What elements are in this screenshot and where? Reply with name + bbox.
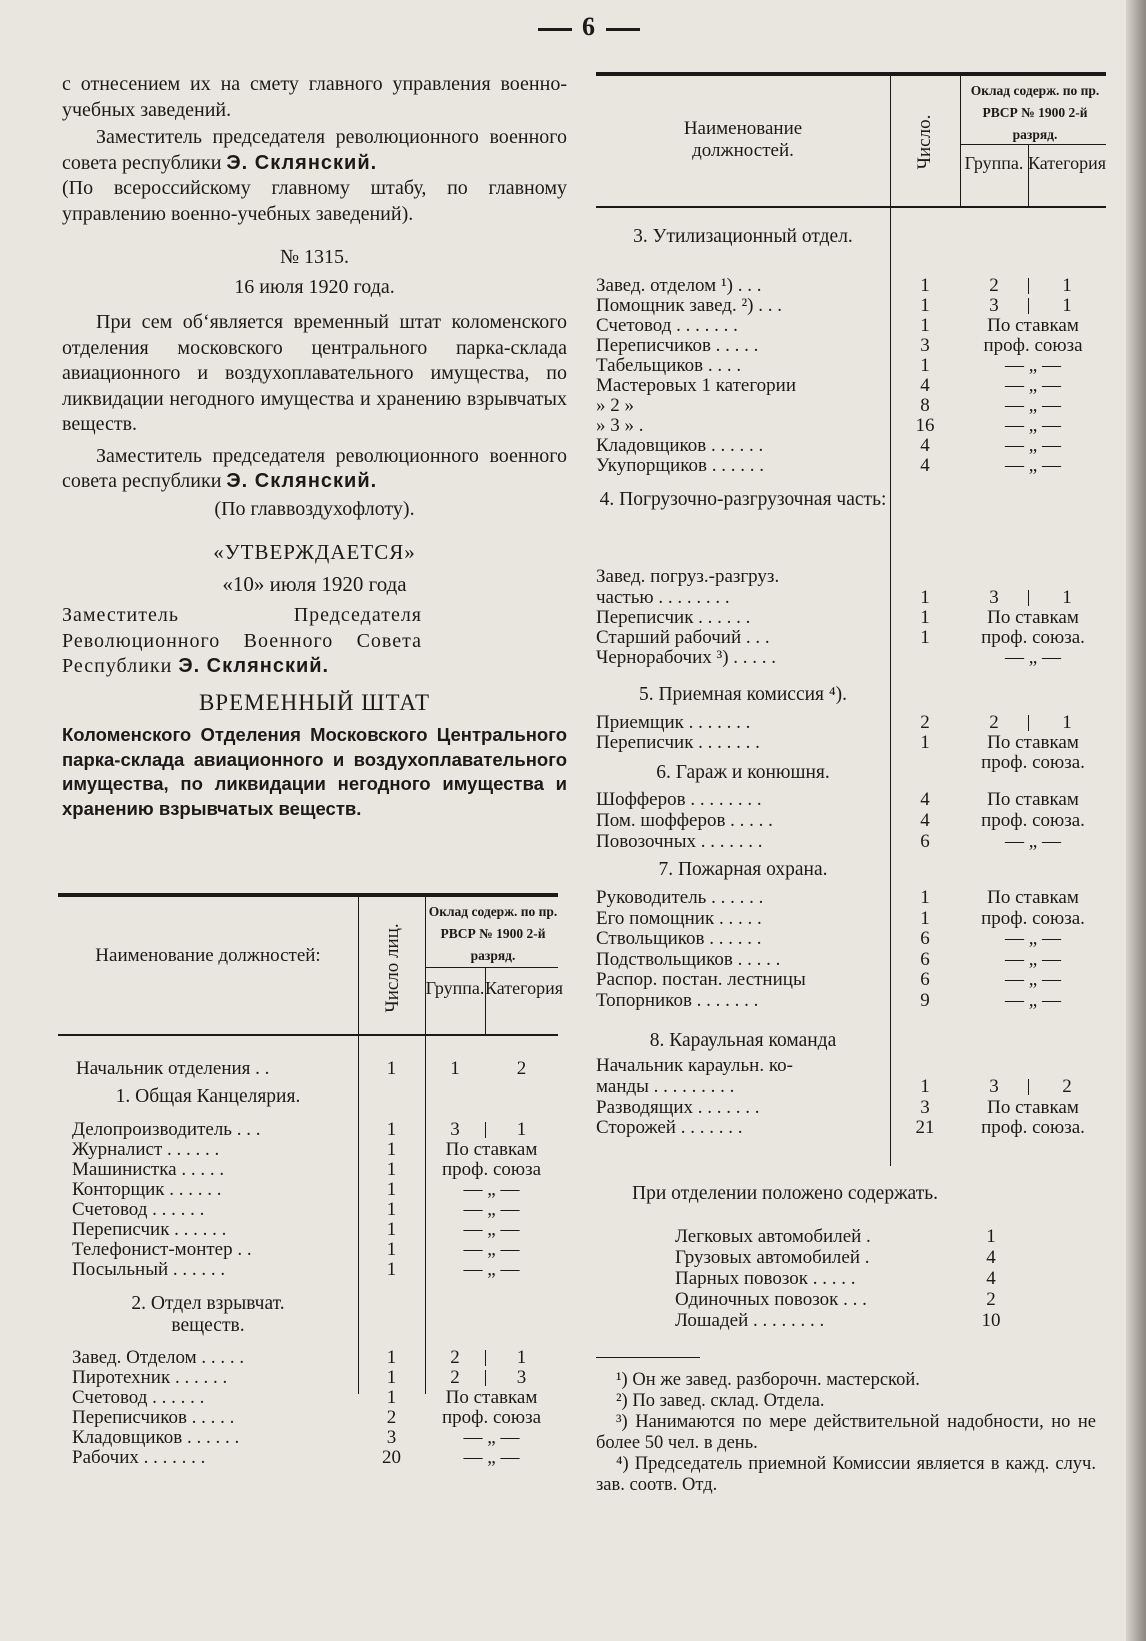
salary-group: 3 — [989, 1076, 999, 1097]
staff-count: 1 — [920, 275, 930, 296]
salary-category: 1 — [1062, 587, 1072, 608]
table-row — [596, 335, 1106, 356]
salary-rate: — „ — — [1005, 395, 1061, 416]
position-name: Его помощник . . . . . — [596, 907, 762, 929]
table-row — [596, 969, 1106, 990]
vehicle-name: Грузовых автомобилей . — [675, 1247, 870, 1268]
staff-count: 20 — [382, 1447, 401, 1468]
table-row — [596, 627, 1106, 648]
vehicle-count: 10 — [981, 1310, 1001, 1331]
footnote-text: По завед. склад. Отдела. — [632, 1391, 825, 1411]
position-name: Переписчиков . . . . . — [596, 335, 759, 356]
staff-count: 3 — [920, 335, 930, 356]
salary-rate: По ставкам — [987, 315, 1079, 336]
staff-count: 4 — [920, 435, 930, 456]
footnote-text: Нанимаются по мере действительной надобности, но не более 50 чел. в день. — [596, 1412, 1096, 1453]
table-row — [58, 1119, 558, 1140]
salary-rate: — „ — — [1005, 415, 1061, 436]
salary-rate: По ставкам — [445, 1139, 538, 1160]
footnote-mark: ²) — [616, 1391, 633, 1411]
salary-rate: — „ — — [1005, 928, 1061, 949]
table-row — [58, 1159, 558, 1180]
salary-group: 2 — [450, 1347, 460, 1368]
staff-count: 1 — [920, 907, 930, 929]
salary-rate: проф. союза. — [981, 907, 1085, 929]
salary-category: 2 — [1062, 1076, 1072, 1097]
footnote-rule — [596, 1357, 700, 1358]
section-title: 4. Погрузочно-разгрузочная часть: — [599, 489, 887, 510]
approval-date: «10» июля 1920 года — [222, 571, 407, 596]
salary-rate: — „ — — [1005, 948, 1061, 970]
col-group-header: Группа. — [425, 978, 485, 998]
vehicles-list — [675, 1226, 1015, 1331]
position-name: Приемщик . . . . . . . — [596, 712, 751, 733]
table-row — [596, 789, 1106, 810]
staff-count: 4 — [920, 789, 930, 810]
position-name: Разводящих . . . . . . . — [596, 1096, 760, 1118]
table-row — [596, 1097, 1106, 1118]
salary-category: 1 — [1062, 275, 1072, 296]
vehicle-row — [675, 1310, 1015, 1331]
staff-count: 1 — [920, 587, 930, 608]
salary-group: 3 — [989, 295, 999, 316]
footnote-text: Председатель приемной Комиссии является в кажд. случ. зав. соотв. Отд. — [596, 1454, 1096, 1495]
salary-rate: проф. союза — [983, 335, 1083, 356]
staff-count: 6 — [920, 831, 930, 852]
salary-rate: проф. союза — [441, 1159, 542, 1180]
position-name: Руководитель . . . . . . — [596, 887, 764, 908]
vehicle-row — [675, 1289, 1015, 1310]
staff-count: 1 — [386, 1219, 397, 1240]
table-row — [58, 1387, 558, 1408]
staff-count: 2 — [920, 712, 930, 733]
staff-count: 1 — [920, 1076, 930, 1097]
table-row — [58, 1407, 558, 1428]
staff-count: 1 — [386, 1259, 397, 1280]
vehicle-name: Парных повозок . . . . . — [675, 1268, 856, 1289]
position-name: Подствольщиков . . . . . — [596, 948, 781, 970]
footnotes — [596, 1370, 1096, 1496]
vehicle-count: 4 — [986, 1247, 996, 1268]
salary-rate: — „ — — [1005, 969, 1061, 990]
staff-count: 6 — [920, 969, 930, 990]
salary-rate: — „ — — [463, 1199, 520, 1220]
salary-rate: — „ — — [1005, 831, 1061, 852]
position-name: Повозочных . . . . . . . — [596, 831, 763, 852]
salary-category: 1 — [1062, 712, 1072, 733]
vehicle-row — [675, 1268, 1015, 1289]
salary-rate: — „ — — [463, 1219, 520, 1240]
vehicle-count: 2 — [986, 1289, 996, 1310]
section-title: 6. Гараж и конюшня. — [656, 762, 830, 783]
position-name: Рабочих . . . . . . . — [72, 1447, 206, 1468]
position-name: Старший рабочий . . . — [596, 627, 770, 648]
col-count-header: Число лиц. — [382, 923, 403, 1013]
footnote-mark: ¹) — [616, 1370, 633, 1390]
footnote — [596, 1391, 1096, 1412]
position-name: Завед. погруз.-разгруз. — [596, 566, 780, 587]
table-row — [596, 928, 1106, 949]
page-edge — [1126, 0, 1146, 1641]
position-name: Кладовщиков . . . . . . — [596, 435, 764, 456]
footnote — [596, 1370, 1096, 1391]
table-row — [58, 1259, 558, 1280]
table-row — [58, 1347, 558, 1368]
table-row — [58, 1367, 558, 1388]
salary-rate: проф. союза. — [981, 1117, 1085, 1138]
salary-category: 1 — [1062, 295, 1072, 316]
salary-group: 2 — [450, 1367, 460, 1388]
footnote — [596, 1412, 1096, 1454]
staff-count: 16 — [915, 415, 935, 436]
left-table-header — [58, 893, 563, 1036]
position-name: Переписчик . . . . . . . — [596, 732, 760, 753]
section-title: 3. Утилизационный отдел. — [633, 226, 853, 247]
table-row — [58, 1199, 558, 1220]
col-name-header: Наименование должностей. — [683, 118, 803, 161]
staff-count: 4 — [920, 455, 930, 476]
position-name: манды . . . . . . . . . — [596, 1076, 735, 1097]
col-category-header: Категория — [485, 978, 563, 998]
vehicle-row — [675, 1226, 1015, 1247]
table-row — [596, 810, 1106, 831]
staff-count: 1 — [386, 1119, 397, 1140]
table-row — [596, 887, 1106, 908]
position-name: » 2 » — [596, 395, 634, 416]
salary-group: 3 — [450, 1119, 460, 1140]
table-row — [58, 1239, 558, 1260]
table-row — [596, 908, 1106, 929]
salary-category: 1 — [516, 1119, 527, 1140]
salary-rate: проф. союза. — [981, 810, 1085, 831]
salary-category: 3 — [516, 1367, 527, 1388]
table-row — [58, 1427, 558, 1448]
staff-count: 1 — [386, 1367, 397, 1388]
staff-count: 1 — [920, 355, 930, 376]
section-title: 1. Общая Канцелярия. — [115, 1086, 301, 1107]
salary-rate: — „ — — [1005, 375, 1061, 396]
document-title: ВРЕМЕННЫЙ ШТАТ — [198, 689, 431, 715]
position-name: Ствольщиков . . . . . . — [596, 928, 762, 949]
col-category-header: Категория — [1028, 153, 1106, 173]
position-name: Завед. Отделом . . . . . — [72, 1347, 245, 1368]
salary-rate: По ставкам — [987, 1096, 1079, 1118]
salary-rate: По ставкам — [987, 789, 1079, 810]
document-subtitle: Коломенского Отделения Московского Центрального парка-склада авиационного и воздухоплавательного имущества, по ликвидации негодного имущества и хранению взрывчатых веществ. — [62, 724, 567, 819]
signature-note-2: (По главвоздухофлоту). — [214, 497, 415, 520]
table-row — [596, 732, 1106, 753]
staff-count: 1 — [386, 1139, 397, 1160]
staff-count: 1 — [386, 1159, 397, 1180]
salary-rate: — „ — — [463, 1179, 520, 1200]
right-table-header — [596, 72, 1106, 208]
section-title: 5. Приемная комиссия ⁴). — [638, 684, 848, 705]
staff-count: 21 — [915, 1117, 935, 1138]
salary-rate: По ставкам — [445, 1387, 538, 1408]
position-name: Шофферов . . . . . . . . — [596, 789, 762, 810]
vehicle-count: 1 — [986, 1226, 996, 1247]
position-name: Сторожей . . . . . . . — [596, 1117, 743, 1138]
salary-rate: — „ — — [463, 1259, 520, 1280]
staff-count: 3 — [386, 1427, 397, 1448]
position-name: Счетовод . . . . . . . — [596, 315, 738, 336]
table-row — [58, 1447, 558, 1468]
position-name: Счетовод . . . . . . — [72, 1199, 205, 1220]
salary-rate: — „ — — [1005, 989, 1061, 1011]
position-name: Распор. постан. лестницы — [596, 969, 806, 990]
table-row — [596, 375, 1106, 396]
table-row: Начальник отделения . . 1 1 2 — [76, 1058, 527, 1079]
position-name: Журналист . . . . . . — [72, 1139, 220, 1160]
staff-count: 2 — [386, 1407, 397, 1428]
staff-count: 1 — [386, 1387, 397, 1408]
vehicle-name: Лошадей . . . . . . . . — [675, 1310, 825, 1331]
position-name: Посыльный . . . . . . — [72, 1259, 226, 1280]
salary-rate: — „ — — [1005, 435, 1061, 456]
position-name: частью . . . . . . . . — [596, 587, 730, 608]
continued-paragraph: с отнесением их на смету главного управления военно-учебных заведений. — [62, 73, 567, 121]
table-row — [596, 355, 1106, 376]
position-name: Переписчиков . . . . . — [72, 1407, 235, 1428]
table-row — [596, 315, 1106, 336]
staff-count: 1 — [386, 1347, 397, 1368]
table-row — [596, 435, 1106, 456]
position-name: Счетовод . . . . . . — [72, 1387, 205, 1408]
footnote-mark: ⁴) — [616, 1454, 635, 1474]
staff-count: 1 — [386, 1199, 397, 1220]
section-title: 8. Караульная команда — [649, 1030, 837, 1051]
staff-count: 1 — [920, 607, 930, 628]
salary-rate: По ставкам — [987, 732, 1079, 753]
signature-name-1: Э. Склянский. — [226, 151, 378, 174]
salary-rate: — „ — — [463, 1447, 520, 1468]
footnote — [596, 1454, 1096, 1496]
col-group-header: Группа. — [964, 153, 1024, 173]
salary-rate: — „ — — [463, 1239, 520, 1260]
signature-block-1: Заместитель председателя революционного военного совета республики Э. Склянский. — [62, 126, 567, 174]
signature-name-2: Э. Склянский. — [226, 470, 378, 492]
approver-name: Э. Склянский. — [178, 655, 330, 677]
table-row — [596, 831, 1106, 852]
position-name: Табельщиков . . . . — [596, 355, 742, 376]
table-row — [596, 295, 1106, 316]
table-row — [596, 1117, 1106, 1138]
approval-stamp: «УТВЕРЖДАЕТСЯ» — [213, 540, 416, 564]
table-row — [596, 607, 1106, 628]
table-row — [596, 1076, 1106, 1097]
salary-rate: — „ — — [1005, 647, 1061, 668]
table-row — [596, 587, 1106, 608]
table-row — [58, 1219, 558, 1240]
vehicle-name: Легковых автомобилей . — [675, 1226, 871, 1247]
salary-rate: — „ — — [1005, 455, 1061, 476]
salary-rate: — „ — — [1005, 355, 1061, 376]
col-salary-header: Оклад содерж. по пр. РВСР № 1900 2-й разряд. — [970, 83, 1100, 142]
table-row — [596, 395, 1106, 416]
signature-block-2: Заместитель председателя революционного военного совета республики Э. Склянский. — [62, 444, 567, 492]
staff-count: 6 — [920, 948, 930, 970]
staff-count: 1 — [920, 887, 930, 908]
position-name: Машинистка . . . . . — [72, 1159, 225, 1180]
col-salary-header: Оклад содерж. по пр. РВСР № 1900 2-й разряд. — [428, 904, 558, 963]
salary-rate: По ставкам — [987, 607, 1079, 628]
position-name: Топорников . . . . . . . — [596, 989, 759, 1011]
salary-rate: проф. союза — [441, 1407, 542, 1428]
table-row — [596, 415, 1106, 436]
col-name-header: Наименование должностей: — [95, 945, 321, 966]
staff-count: 8 — [920, 395, 930, 416]
salary-rate: По ставкам — [987, 887, 1079, 908]
salary-group: 3 — [989, 587, 999, 608]
announcement-paragraph: При сем об‘является временный штат коломенского отделения московского центрального парка-склада авиационного и воздухоплавательного имущества, по ликвидации негодного имущества и хранению взрывчатых веществ. — [62, 311, 567, 435]
staff-count: 4 — [920, 375, 930, 396]
position-name: Телефонист-монтер . . — [72, 1239, 252, 1260]
vehicle-name: Одиночных повозок . . . — [675, 1289, 867, 1310]
signature-note-1: (По всероссийскому главному штабу, по главному управлению военно-учебных заведений). — [62, 177, 567, 225]
staff-count: 3 — [920, 1096, 930, 1118]
section-title: 2. Отдел взрывчат. веществ. — [131, 1293, 285, 1336]
position-name: Переписчик . . . . . . — [596, 607, 751, 628]
table-row — [596, 275, 1106, 296]
table-row — [58, 1179, 558, 1200]
left-staff-table — [58, 893, 563, 1493]
table-row — [596, 647, 1106, 668]
vehicles-intro: При отделении положено содержать. — [632, 1183, 938, 1204]
position-name: Чернорабочих ³) . . . . . — [596, 647, 777, 668]
position-name: Завед. отделом ¹) . . . — [596, 275, 762, 296]
approver-block: Заместитель Председателя Революционного Военного Совета Республики Э. Склянский. — [62, 604, 422, 677]
footnote-text: Он же завед. разборочн. мастерской. — [632, 1370, 920, 1390]
position-name: Мастеровых 1 категории — [596, 375, 797, 396]
table-row — [596, 455, 1106, 476]
position-name: Укупорщиков . . . . . . — [596, 455, 764, 476]
position-name: Переписчик . . . . . . — [72, 1219, 227, 1240]
salary-rate: проф. союза. — [981, 752, 1085, 773]
col-count-header: Число. — [914, 114, 935, 170]
section-title: 7. Пожарная охрана. — [658, 859, 828, 880]
position-name: » 3 » . — [596, 415, 644, 436]
staff-count: 1 — [920, 627, 930, 648]
vehicle-row — [675, 1247, 1015, 1268]
order-date: 16 июля 1920 года. — [234, 275, 395, 298]
vehicle-count: 4 — [986, 1268, 996, 1289]
salary-rate: — „ — — [463, 1427, 520, 1448]
salary-group: 2 — [989, 712, 999, 733]
salary-group: 2 — [989, 275, 999, 296]
position-name: Помощник завед. ²) . . . — [596, 295, 783, 316]
footnote-mark: ³) — [616, 1412, 636, 1432]
staff-count: 1 — [386, 1239, 397, 1260]
order-number: № 1315. — [279, 246, 350, 268]
page-number: 6 — [528, 12, 650, 42]
position-name: Кладовщиков . . . . . . — [72, 1427, 240, 1448]
position-name: Пом. шофферов . . . . . — [596, 810, 773, 831]
staff-count: 6 — [920, 928, 930, 949]
staff-count: 1 — [920, 295, 930, 316]
position-name: Пиротехник . . . . . . — [72, 1367, 228, 1388]
staff-count: 1 — [386, 1179, 397, 1200]
position-name: Начальник караульн. ко- — [596, 1055, 793, 1076]
position-name: Конторщик . . . . . . — [72, 1179, 222, 1200]
salary-category: 1 — [516, 1347, 527, 1368]
left-column — [62, 72, 567, 821]
right-staff-table — [596, 72, 1106, 1172]
staff-count: 1 — [920, 315, 930, 336]
staff-count: 4 — [920, 810, 930, 831]
table-row — [596, 712, 1106, 733]
staff-count: 1 — [920, 732, 930, 753]
position-name: Делопроизводитель . . . — [72, 1119, 261, 1140]
table-row — [58, 1139, 558, 1160]
salary-rate: проф. союза. — [981, 627, 1085, 648]
staff-count: 9 — [920, 989, 930, 1011]
table-row — [596, 949, 1106, 970]
table-row — [596, 990, 1106, 1011]
